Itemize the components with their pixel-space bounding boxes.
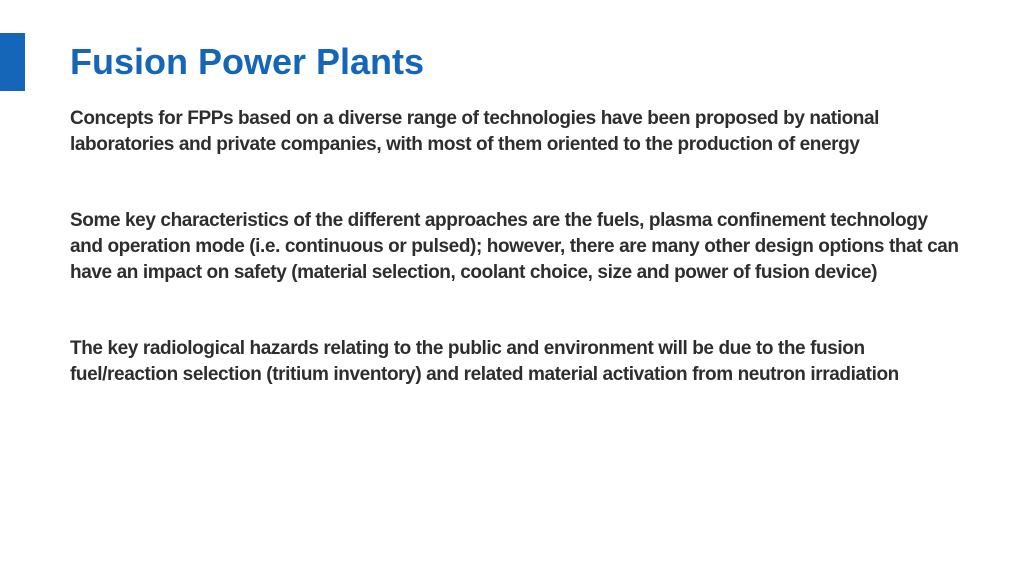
slide-body (70, 106, 960, 388)
title-accent-bar (0, 33, 25, 91)
body-paragraph-hazards: The key radiological hazards relating to the public and environment will be due to the fusion fuel/reaction selection (tritium inventory) and related material activation from neutron irradiation (70, 338, 899, 385)
slide-title: Fusion Power Plants (70, 41, 425, 82)
body-paragraph-concepts: Concepts for FPPs based on a diverse range of technologies have been proposed by national laboratories and private companies, with most of them oriented to the production of energy (70, 108, 880, 155)
body-paragraph-characteristics: Some key characteristics of the different approaches are the fuels, plasma confinement technology and operation mode (i.e. continuous or pulsed); however, there are many other design options that can have an impact on safety (material selection, coolant choice, size and power of fusion device) (70, 210, 959, 283)
